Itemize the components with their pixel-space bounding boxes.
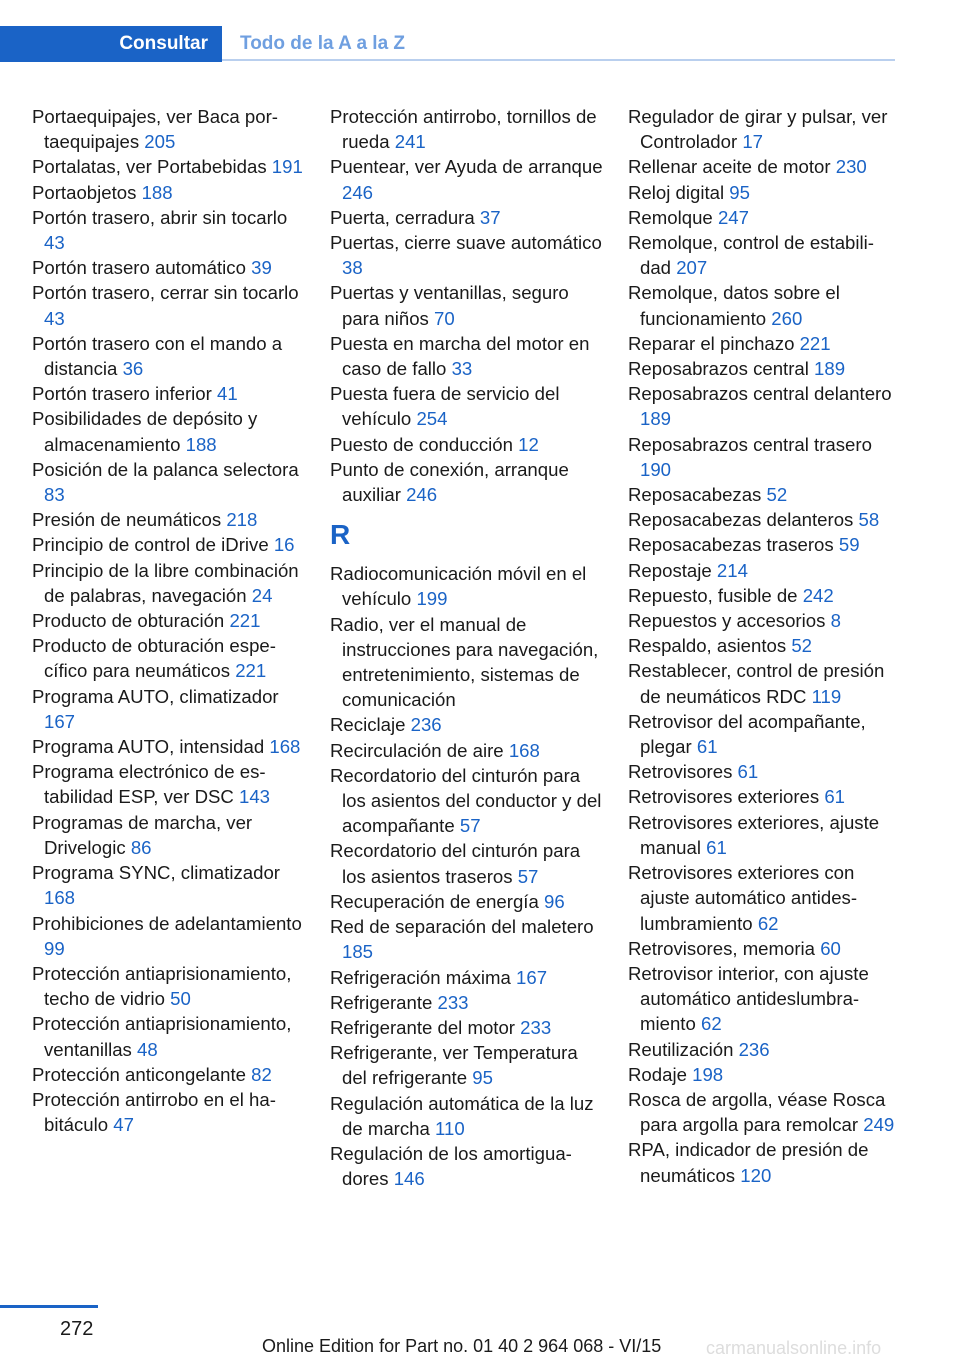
entry-text: Reposabrazos central delantero [628, 383, 892, 405]
page-link[interactable]: 61 [706, 836, 727, 858]
entry-text: Retrovisores exteriores con ajuste automático antideslumbramiento [628, 862, 858, 934]
page-link[interactable]: 167 [516, 966, 548, 988]
tab-consultar[interactable]: Consultar [0, 26, 222, 62]
index-entry [330, 1091, 605, 1141]
tab-todo-a-z[interactable]: Todo de la A a la Z [240, 33, 406, 54]
index-entry [628, 709, 898, 759]
entry-text: Producto de obturación específico para neumáticos [32, 635, 276, 682]
entry-text: Reutilización [628, 1038, 734, 1060]
entry-text: Rosca de argolla, véase Rosca para argolla para remolcar [628, 1088, 886, 1136]
entry-text: Portaobjetos [32, 181, 137, 203]
section-letter: R [330, 519, 351, 551]
page-link[interactable]: 62 [757, 912, 779, 934]
entry-text: Protección antiaprisionamiento, ventanillas [32, 1013, 292, 1060]
index-entry [32, 331, 307, 381]
page-link[interactable]: 236 [738, 1038, 770, 1060]
entry-text: Refrigerante [330, 991, 433, 1013]
page-link[interactable]: 242 [802, 584, 834, 606]
header-divider [222, 59, 895, 61]
entry-text: Puesta en marcha del motor en caso de fallo [330, 332, 590, 380]
index-entry [32, 633, 307, 683]
index-entry [330, 838, 605, 888]
entry-text: Puerta, cerradura [330, 206, 475, 228]
page-link[interactable]: 205 [144, 131, 176, 153]
page-link[interactable]: 59 [838, 534, 860, 556]
entry-text: Refrigerante del motor [330, 1016, 515, 1038]
entry-text: Portón trasero, abrir sin tocarlo [32, 206, 288, 228]
index-entry [628, 1087, 898, 1137]
entry-text: Portón trasero automático [32, 257, 246, 279]
index-entry [330, 331, 605, 381]
page-link[interactable]: 52 [766, 484, 788, 506]
entry-text: Retrovisores exteriores, ajuste manual [628, 811, 880, 858]
entry-text: Puesto de conducción [330, 433, 513, 455]
footer-divider [0, 1305, 98, 1308]
entry-text: Puesta fuera de servicio del vehículo [330, 383, 560, 430]
entry-text: Protección antirrobo, tornillos de rueda [330, 106, 597, 153]
entry-text: Reparar el pinchazo [628, 332, 795, 354]
entry-text: Reposacabezas traseros [628, 534, 834, 556]
index-entry [628, 507, 898, 532]
index-entry [32, 205, 307, 255]
index-entry [628, 608, 898, 633]
entry-text: Portaequipajes, ver Baca portaequipajes [32, 106, 278, 153]
page-link[interactable]: 120 [740, 1164, 772, 1186]
page-link[interactable]: 260 [771, 307, 803, 329]
entry-text: Refrigerante, ver Temperatura del refrigerante [330, 1042, 578, 1089]
entry-text: Principio de la libre combinación de palabras, navegación [32, 559, 299, 606]
page-link[interactable]: 61 [824, 786, 846, 808]
index-entry [330, 1040, 605, 1090]
page-link[interactable]: 95 [729, 181, 750, 203]
index-entry [330, 763, 605, 839]
page-link[interactable]: 119 [811, 685, 842, 707]
index-entry [330, 432, 605, 457]
page-link[interactable]: 48 [137, 1038, 158, 1060]
entry-text: Refrigeración máxima [330, 966, 511, 988]
page-link[interactable]: 221 [229, 610, 261, 632]
entry-text: Puentear, ver Ayuda de arranque [330, 156, 603, 178]
page-link[interactable]: 61 [696, 736, 718, 758]
index-entry [32, 1087, 307, 1137]
entry-text: Portón trasero, cerrar sin tocarlo [32, 282, 299, 304]
index-column-1 [32, 104, 307, 1137]
index-entry [628, 280, 898, 330]
page-link[interactable]: 17 [742, 131, 764, 153]
page-link[interactable]: 190 [640, 458, 672, 480]
index-entry [32, 154, 307, 179]
index-entry [32, 684, 307, 734]
entry-text: Recordatorio del cinturón para los asientos traseros [330, 840, 581, 887]
entry-text: Recuperación de energía [330, 890, 539, 912]
index-column-3 [628, 104, 898, 1188]
index-entry [628, 356, 898, 381]
index-entry [330, 914, 605, 964]
entry-text: Remolque [628, 206, 713, 228]
index-entry [330, 738, 605, 763]
entry-text: Repostaje [628, 559, 712, 581]
index-entry [628, 230, 898, 280]
entry-text: Prohibiciones de adelantamiento [32, 912, 302, 934]
entry-text: Programa AUTO, intensidad [32, 736, 265, 758]
entry-text: Programa AUTO, climatizador [32, 685, 279, 707]
index-entry [32, 1011, 307, 1061]
entry-text: Portón trasero con el mando a distancia [32, 332, 283, 380]
page-link[interactable]: 233 [520, 1016, 552, 1038]
index-entry [628, 180, 898, 205]
entry-text: Portalatas, ver Portabebidas [32, 156, 267, 178]
page-link[interactable]: 37 [479, 206, 501, 228]
page-link[interactable]: 99 [44, 937, 65, 959]
index-entry [628, 633, 898, 658]
entry-text: Reposacabezas [628, 484, 762, 506]
entry-text: Producto de obturación [32, 610, 225, 632]
entry-text: Protección antirrobo en el habitáculo [32, 1088, 276, 1136]
page-link[interactable]: 188 [185, 433, 217, 455]
page-link[interactable]: 143 [239, 786, 271, 808]
page-link[interactable]: 41 [217, 383, 238, 405]
index-entry [330, 154, 605, 204]
index-entry [628, 558, 898, 583]
index-entry [32, 608, 307, 633]
entry-text: Principio de control de iDrive [32, 534, 269, 556]
page-link[interactable]: 241 [394, 131, 426, 153]
entry-text: Retrovisores [628, 761, 733, 783]
page-link[interactable]: 199 [416, 588, 448, 610]
index-entry [32, 911, 307, 961]
entry-text: Respaldo, asientos [628, 635, 787, 657]
page-link[interactable]: 214 [716, 559, 748, 581]
page-link[interactable]: 36 [122, 358, 144, 380]
index-entry [628, 154, 898, 179]
index-entry [330, 965, 605, 990]
page-link[interactable]: 246 [342, 181, 374, 203]
page-link[interactable]: 188 [141, 181, 173, 203]
entry-text: Recirculación de aire [330, 739, 504, 761]
index-entry [32, 406, 307, 456]
page-link[interactable]: 167 [44, 710, 76, 732]
page-link[interactable]: 8 [830, 610, 841, 632]
index-entry [330, 381, 605, 431]
page-link[interactable]: 82 [251, 1063, 272, 1085]
index-entry [32, 961, 307, 1011]
entry-text: Regulación automática de la luz de marcha [330, 1092, 594, 1139]
page-link[interactable]: 61 [737, 761, 759, 783]
index-entry [628, 1062, 898, 1087]
page-number: 272 [60, 1318, 94, 1340]
entry-text: Posibilidades de depósito y almacenamiento [32, 408, 258, 455]
index-entry [628, 532, 898, 557]
entry-text: Regulador de girar y pulsar, ver Controlador [628, 106, 888, 153]
page-link[interactable]: 189 [640, 408, 672, 430]
index-entry [628, 658, 898, 708]
entry-text: Puertas y ventanillas, seguro para niños [330, 282, 569, 329]
index-entry [330, 889, 605, 914]
index-entry [628, 1137, 898, 1187]
edition-note: Online Edition for Part no. 01 40 2 964 068 - VI/15 [262, 1336, 662, 1356]
page-link[interactable]: 43 [44, 307, 65, 329]
page-link[interactable]: 12 [518, 433, 539, 455]
page-link[interactable]: 57 [517, 865, 539, 887]
entry-text: Protección anticongelante [32, 1063, 246, 1085]
page-link[interactable]: 168 [269, 736, 301, 758]
entry-text: Presión de neumáticos [32, 509, 222, 531]
index-entry [628, 860, 898, 936]
index-entry [32, 507, 307, 532]
entry-text: Recordatorio del cinturón para los asientos del conductor y del acompañante [330, 764, 602, 837]
index-entry [32, 532, 307, 557]
index-entry [628, 961, 898, 1037]
page-link[interactable]: 221 [799, 332, 831, 354]
entry-text: Puertas, cierre suave automático [330, 232, 602, 254]
page-link[interactable]: 47 [113, 1114, 134, 1136]
page-link[interactable]: 191 [271, 156, 303, 178]
index-entry [628, 759, 898, 784]
entry-text: Portón trasero inferior [32, 383, 212, 405]
entry-text: Punto de conexión, arranque auxiliar [330, 458, 569, 506]
index-entry [32, 860, 307, 910]
entry-text: Repuesto, fusible de [628, 584, 798, 606]
index-entry [628, 104, 898, 154]
entry-text: Rodaje [628, 1063, 687, 1085]
page-link[interactable]: 24 [251, 584, 273, 606]
index-entry [628, 810, 898, 860]
index-entry [628, 1037, 898, 1062]
page-link[interactable]: 110 [435, 1117, 465, 1139]
page-link[interactable]: 38 [342, 257, 363, 279]
entry-text: Reloj digital [628, 181, 725, 203]
index-entry [628, 482, 898, 507]
page-link[interactable]: 185 [342, 941, 374, 963]
entry-text: Posición de la palanca selectora [32, 458, 299, 480]
page-link[interactable]: 52 [791, 635, 813, 657]
page-link[interactable]: 189 [814, 358, 846, 380]
index-entry [628, 583, 898, 608]
page-link[interactable]: 236 [410, 714, 442, 736]
page-link[interactable]: 233 [437, 991, 469, 1013]
page-link[interactable]: 96 [543, 890, 565, 912]
page-link[interactable]: 58 [858, 509, 880, 531]
index-entry [330, 1015, 605, 1040]
page-link[interactable]: 168 [44, 887, 76, 909]
page-link[interactable]: 50 [170, 988, 191, 1010]
entry-text: Red de separación del maletero [330, 916, 594, 938]
index-entry [32, 104, 307, 154]
index-entry [628, 432, 898, 482]
index-entry [628, 205, 898, 230]
index-entry [330, 280, 605, 330]
page-link[interactable]: 207 [676, 257, 708, 279]
page-link[interactable]: 86 [130, 836, 152, 858]
index-entry [330, 712, 605, 737]
entry-text: Reposabrazos central [628, 358, 809, 380]
index-entry [32, 558, 307, 608]
entry-text: Retrovisor interior, con ajuste automático antideslumbramiento [628, 962, 869, 1035]
index-entry [330, 990, 605, 1015]
watermark: carmanualsonline.info [706, 1338, 882, 1358]
page-link[interactable]: 198 [692, 1063, 724, 1085]
page-link[interactable]: 246 [406, 484, 438, 506]
index-entry [32, 280, 307, 330]
entry-text: Reposabrazos central trasero [628, 433, 872, 455]
entry-text: Repuestos y accesorios [628, 610, 826, 632]
index-entry [32, 180, 307, 205]
page-link[interactable]: 247 [717, 206, 749, 228]
index-entry [32, 255, 307, 280]
entry-text: Restablecer, control de presión de neumáticos RDC [628, 660, 885, 707]
entry-text: Radio, ver el manual de instrucciones para navegación, entretenimiento, sistemas de comunicación [330, 613, 599, 711]
index-entry [330, 230, 605, 280]
entry-text: Programas de marcha, ver Drivelogic [32, 811, 253, 858]
entry-text: Reposacabezas delanteros [628, 509, 854, 531]
entry-text: Rellenar aceite de motor [628, 156, 831, 178]
page-link[interactable]: 168 [508, 739, 540, 761]
entry-text: Retrovisor del acompañante, plegar [628, 710, 866, 758]
index-entry [32, 381, 307, 406]
entry-text: Programa electrónico de estabilidad ESP, ver DSC [32, 761, 266, 808]
page-link[interactable]: 221 [235, 660, 267, 682]
page-link[interactable]: 83 [44, 484, 65, 506]
index-entry [330, 205, 605, 230]
page-link[interactable]: 95 [472, 1067, 493, 1089]
index-entry [32, 734, 307, 759]
entry-text: Programa SYNC, climatizador [32, 862, 280, 884]
entry-text: Regulación de los amortiguadores [330, 1142, 572, 1190]
page-link[interactable]: 62 [700, 1013, 722, 1035]
index-entry [330, 612, 605, 713]
entry-text: RPA, indicador de presión de neumáticos [628, 1139, 869, 1186]
page-link[interactable]: 39 [251, 257, 272, 279]
page-link[interactable]: 57 [459, 815, 481, 837]
page-link[interactable]: 60 [820, 937, 841, 959]
index-entry [628, 331, 898, 356]
index-entry [330, 1141, 605, 1191]
index-entry [628, 784, 898, 809]
page-link[interactable]: 43 [44, 232, 65, 254]
entry-text: Retrovisores exteriores [628, 786, 820, 808]
entry-text: Radiocomunicación móvil en el vehículo [330, 563, 587, 610]
index-entry [330, 561, 605, 611]
index-entry [330, 457, 605, 507]
page-link[interactable]: 70 [434, 307, 455, 329]
index-entry [32, 759, 307, 809]
index-entry [32, 1062, 307, 1087]
index-column-2 [330, 104, 605, 1191]
entry-text: Protección antiaprisionamiento, techo de vidrio [32, 962, 292, 1010]
index-entry [32, 457, 307, 507]
page-link[interactable]: 218 [226, 509, 258, 531]
index-entry [32, 810, 307, 860]
entry-text: Remolque, datos sobre el funcionamiento [628, 282, 840, 329]
entry-text: Retrovisores, memoria [628, 937, 816, 959]
entry-text: Reciclaje [330, 714, 406, 736]
page-link[interactable]: 249 [863, 1114, 895, 1136]
header-bar [0, 26, 895, 62]
index-entry [330, 104, 605, 154]
index-entry [628, 381, 898, 431]
page-link[interactable]: 16 [273, 534, 295, 556]
page-link[interactable]: 33 [451, 358, 473, 380]
page-link[interactable]: 146 [393, 1168, 425, 1190]
page-link[interactable]: 254 [416, 408, 448, 430]
page-link[interactable]: 230 [835, 156, 867, 178]
index-entry [628, 936, 898, 961]
entry-text: Remolque, control de estabilidad [628, 232, 874, 279]
